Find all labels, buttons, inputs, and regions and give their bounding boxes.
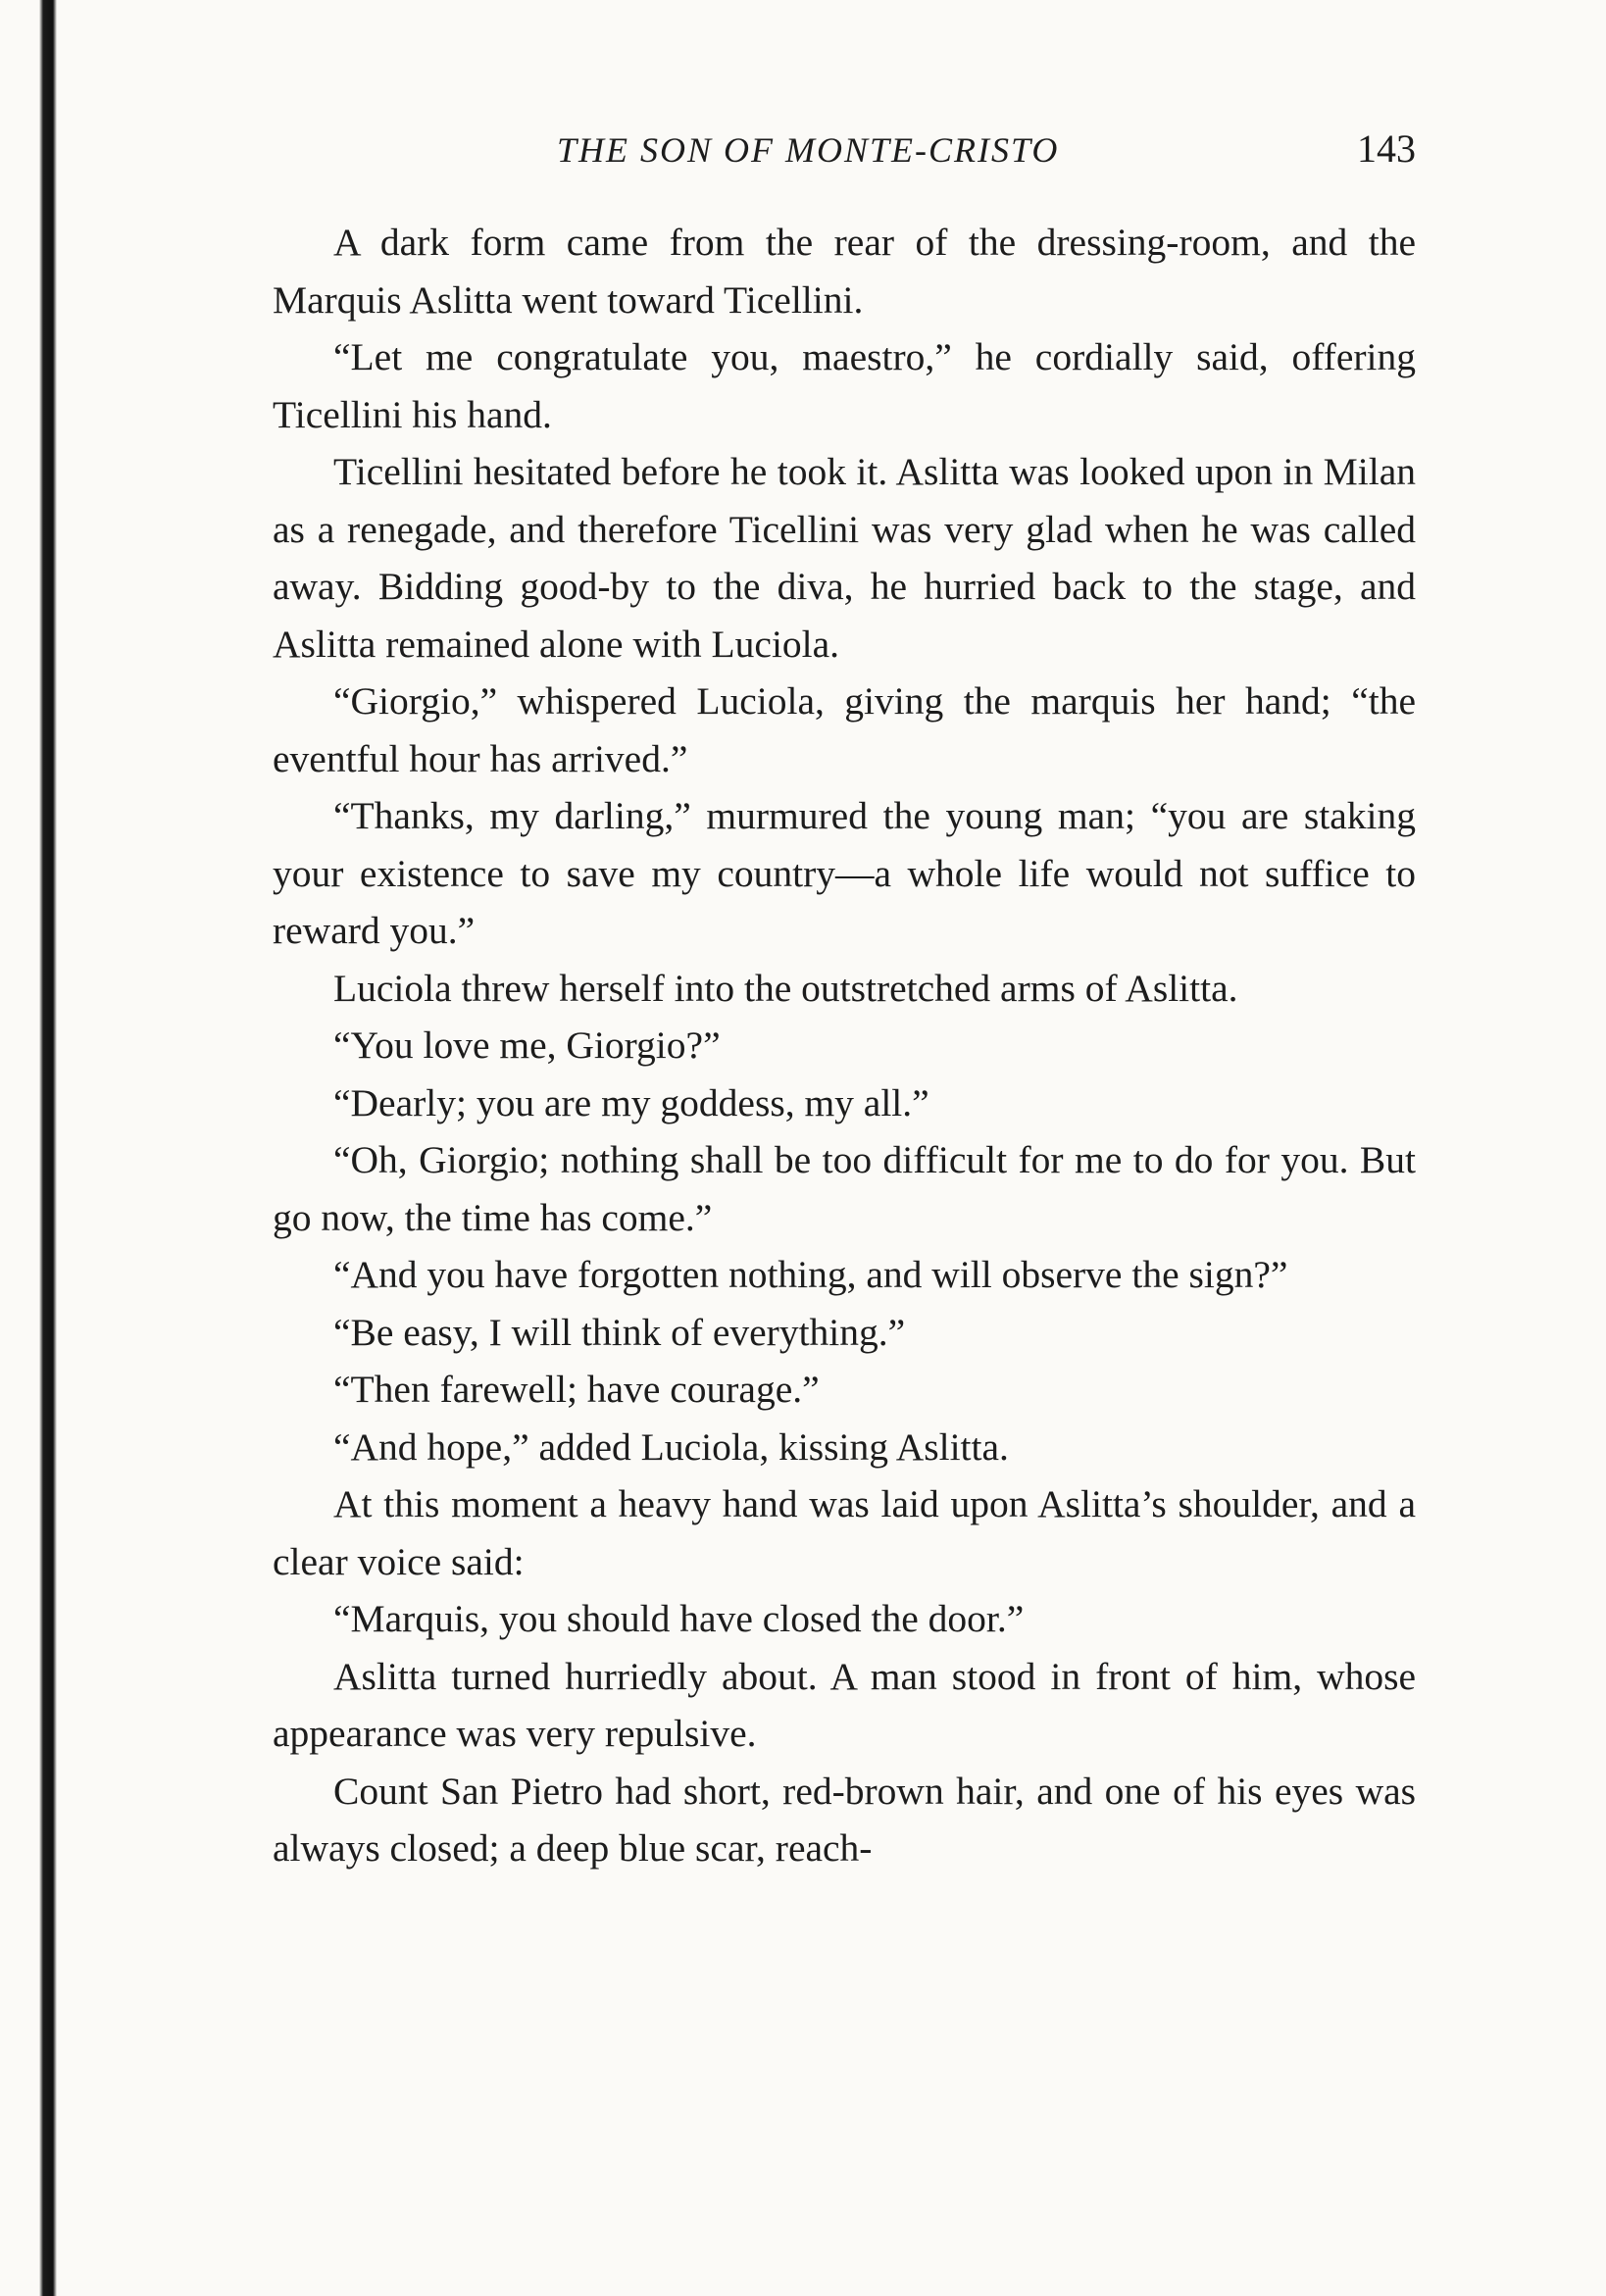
paragraph: Luciola threw herself into the outstretched arms of Aslitta. [333,966,1238,1010]
paragraph: “Dearly; you are my goddess, my all.” [333,1080,929,1124]
paragraph: “Be easy, I will think of everything.” [333,1310,906,1354]
paragraph: “Giorgio,” whispered Luciola, giving the marquis her hand; “the eventful hour has arrived.” [273,679,1416,780]
book-spine-shadow [0,0,57,2296]
paragraph: Ticellini hesitated before he took it. Aslitta was looked upon in Milan as a renegade, and therefore Ticellini was very glad when he was called away. Bidding good-by to the diva, he hurried back to the stage, and Aslitta remained alone with Luciola. [273,450,1416,666]
paragraph: “Oh, Giorgio; nothing shall be too difficult for me to do for you. But go now, the time has come.” [273,1138,1416,1239]
paragraph: A dark form came from the rear of the dressing-room, and the Marquis Aslitta went toward Ticellini. [273,221,1416,322]
page-number: 143 [1357,126,1416,171]
paragraph: “You love me, Giorgio?” [333,1023,721,1067]
paragraph: “Let me congratulate you, maestro,” he cordially said, offering Ticellini his hand. [273,335,1416,436]
paragraph: Aslitta turned hurriedly about. A man stood in front of him, whose appearance was very repulsive. [273,1654,1416,1755]
paragraph: “And hope,” added Luciola, kissing Aslitta. [333,1424,1009,1469]
paragraph: At this moment a heavy hand was laid upon Aslitta’s shoulder, and a clear voice said: [273,1482,1416,1583]
paragraph: “Thanks, my darling,” murmured the young man; “you are staking your existence to save my country—a whole life would not suffice to reward you.” [273,794,1416,952]
paragraph: Count San Pietro had short, red-brown hair, and one of his eyes was always closed; a deep blue scar, reach- [273,1769,1416,1870]
paragraph: “And you have forgotten nothing, and will observe the sign?” [333,1253,1288,1296]
body-text [273,214,1416,1877]
paragraph: “Then farewell; have courage.” [333,1368,820,1411]
running-header [273,126,1416,188]
running-title: THE SON OF MONTE-CRISTO [557,130,1060,170]
paragraph: “Marquis, you should have closed the door.” [333,1597,1025,1640]
